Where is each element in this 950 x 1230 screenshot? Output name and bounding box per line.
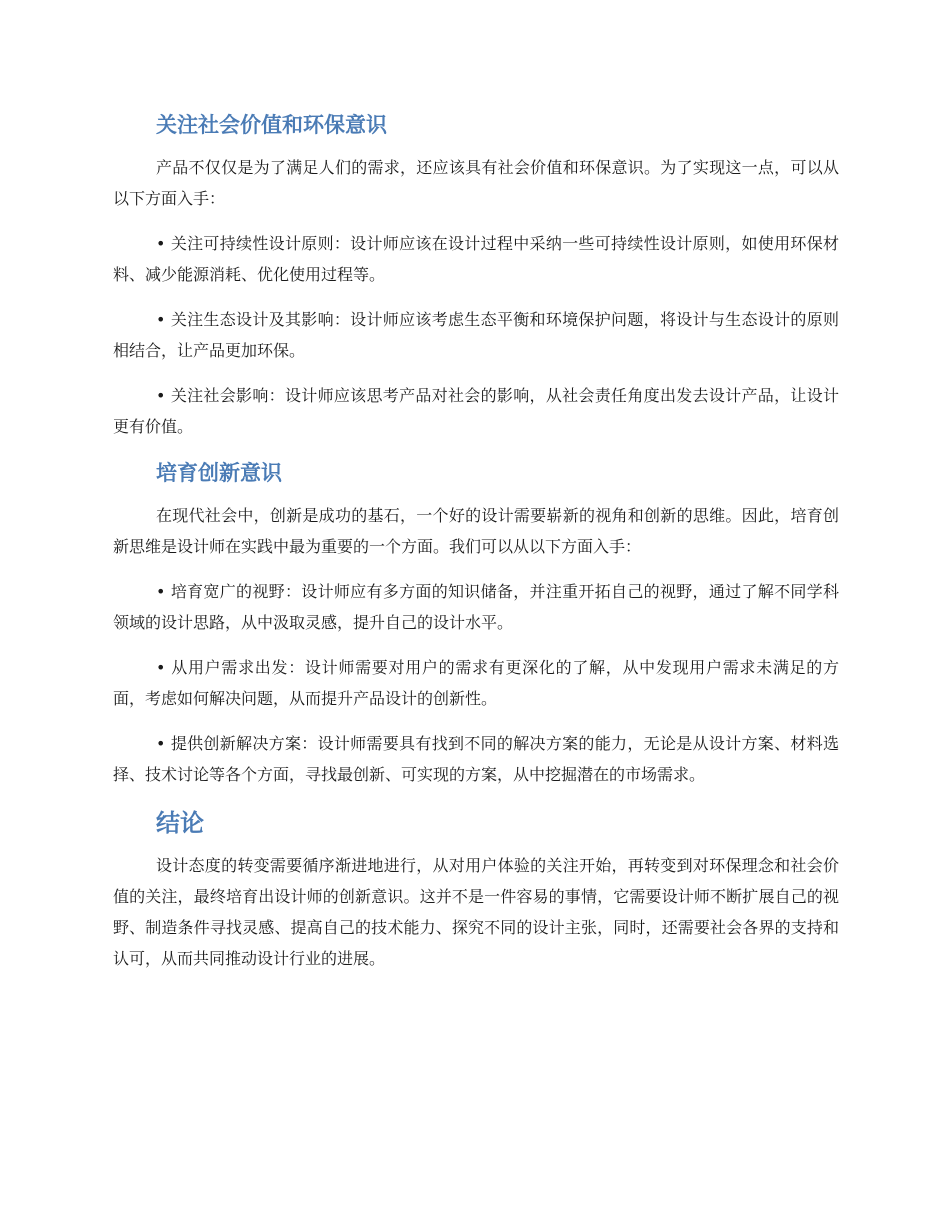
- section-innovation: [113, 456, 839, 790]
- bullet-paragraph: • 关注社会影响：设计师应该思考产品对社会的影响，从社会责任角度出发去设计产品，让设计更有价值。: [113, 386, 839, 436]
- conclusion-paragraph: 设计态度的转变需要循序渐进地进行，从对用户体验的关注开始，再转变到对环保理念和社会价值的关注，最终培育出设计师的创新意识。这并不是一件容易的事情，它需要设计师不断扩展自己的视野、制造条件寻找灵感、提高自己的技术能力、探究不同的设计主张，同时，还需要社会各界的支持和认可，从而共同推动设计行业的进展。: [113, 856, 839, 968]
- bullet-paragraph: • 提供创新解决方案：设计师需要具有找到不同的解决方案的能力，无论是从设计方案、材料选择、技术讨论等各个方面，寻找最创新、可实现的方案，从中挖掘潜在的市场需求。: [113, 734, 839, 784]
- intro-paragraph: 在现代社会中，创新是成功的基石，一个好的设计需要崭新的视角和创新的思维。因此，培育创新思维是设计师在实践中最为重要的一个方面。我们可以从以下方面入手：: [113, 506, 839, 556]
- document-page: [113, 108, 839, 988]
- bullet-paragraph: • 关注可持续性设计原则：设计师应该在设计过程中采纳一些可持续性设计原则，如使用环保材料、减少能源消耗、优化使用过程等。: [113, 234, 839, 284]
- section-social-value: [113, 108, 839, 442]
- section-conclusion: [113, 804, 839, 974]
- section-heading: 结论: [156, 809, 204, 837]
- bullet-paragraph: • 关注生态设计及其影响：设计师应该考虑生态平衡和环境保护问题，将设计与生态设计的原则相结合，让产品更加环保。: [113, 310, 839, 360]
- section-heading: 关注社会价值和环保意识: [156, 113, 387, 137]
- intro-paragraph: 产品不仅仅是为了满足人们的需求，还应该具有社会价值和环保意识。为了实现这一点，可以从以下方面入手：: [113, 158, 839, 208]
- bullet-paragraph: • 培育宽广的视野：设计师应有多方面的知识储备，并注重开拓自己的视野，通过了解不同学科领域的设计思路，从中汲取灵感，提升自己的设计水平。: [113, 582, 839, 632]
- section-heading: 培育创新意识: [156, 461, 282, 485]
- bullet-paragraph: • 从用户需求出发：设计师需要对用户的需求有更深化的了解，从中发现用户需求未满足的方面，考虑如何解决问题，从而提升产品设计的创新性。: [113, 658, 839, 708]
